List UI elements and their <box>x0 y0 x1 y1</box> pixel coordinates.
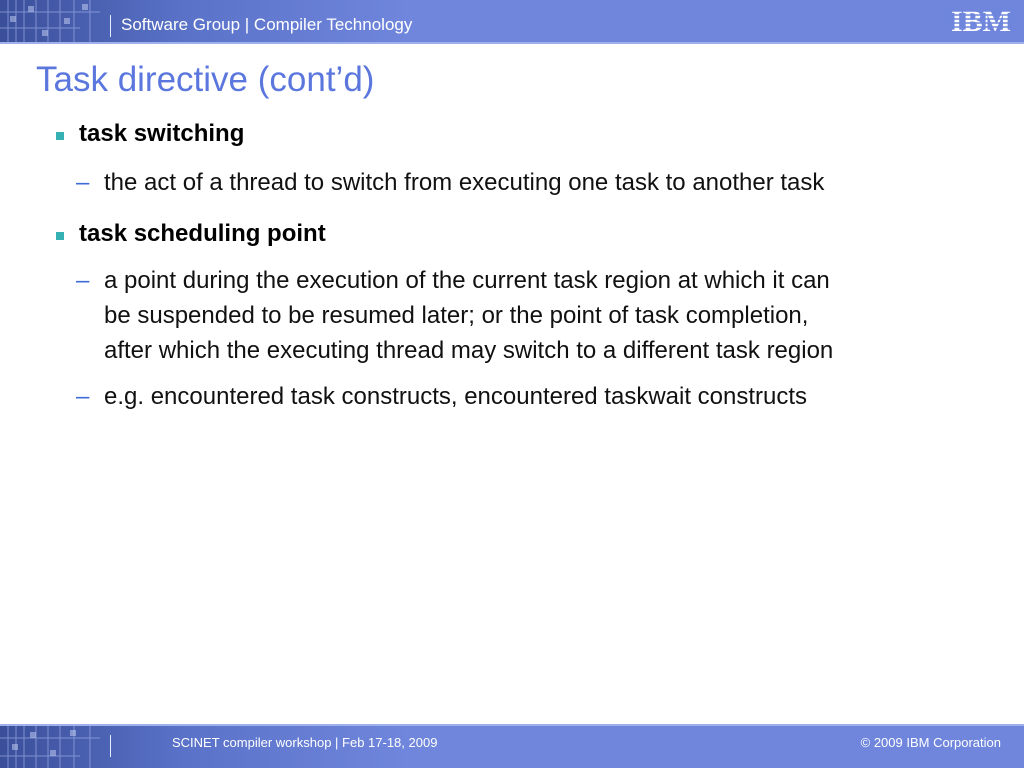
dash-icon: – <box>76 383 90 410</box>
header-separator <box>110 15 111 37</box>
footer-event: SCINET compiler workshop | Feb 17-18, 2009 <box>172 735 438 750</box>
svg-text:IBM: IBM <box>951 5 1011 35</box>
footer-texture <box>0 724 160 768</box>
bullet-term-task-switching: task switching <box>79 120 245 147</box>
header-band <box>0 0 1024 44</box>
detail-line: the act of a thread to switch from executing one task to another task <box>104 169 825 196</box>
slide-title: Task directive (cont’d) <box>36 60 375 99</box>
bullet-icon <box>55 223 71 239</box>
bullet-icon <box>55 123 71 139</box>
header-group-label: Software Group | Compiler Technology <box>121 15 413 34</box>
detail-line: a point during the execution of the current task region at which it can <box>104 267 830 294</box>
footer-separator <box>110 735 111 757</box>
dash-icon: – <box>76 169 90 196</box>
detail-line: after which the executing thread may switch to a different task region <box>104 337 834 364</box>
ibm-logo <box>946 5 1016 35</box>
header-rule <box>0 42 1024 44</box>
detail-line: e.g. encountered task constructs, encountered taskwait constructs <box>104 383 808 410</box>
footer-copyright: © 2009 IBM Corporation <box>860 735 1001 750</box>
detail-line: be suspended to be resumed later; or the point of task completion, <box>104 302 809 329</box>
bullet-term-task-scheduling-point: task scheduling point <box>79 220 326 247</box>
dash-icon: – <box>76 267 90 294</box>
footer-band <box>0 724 1024 768</box>
